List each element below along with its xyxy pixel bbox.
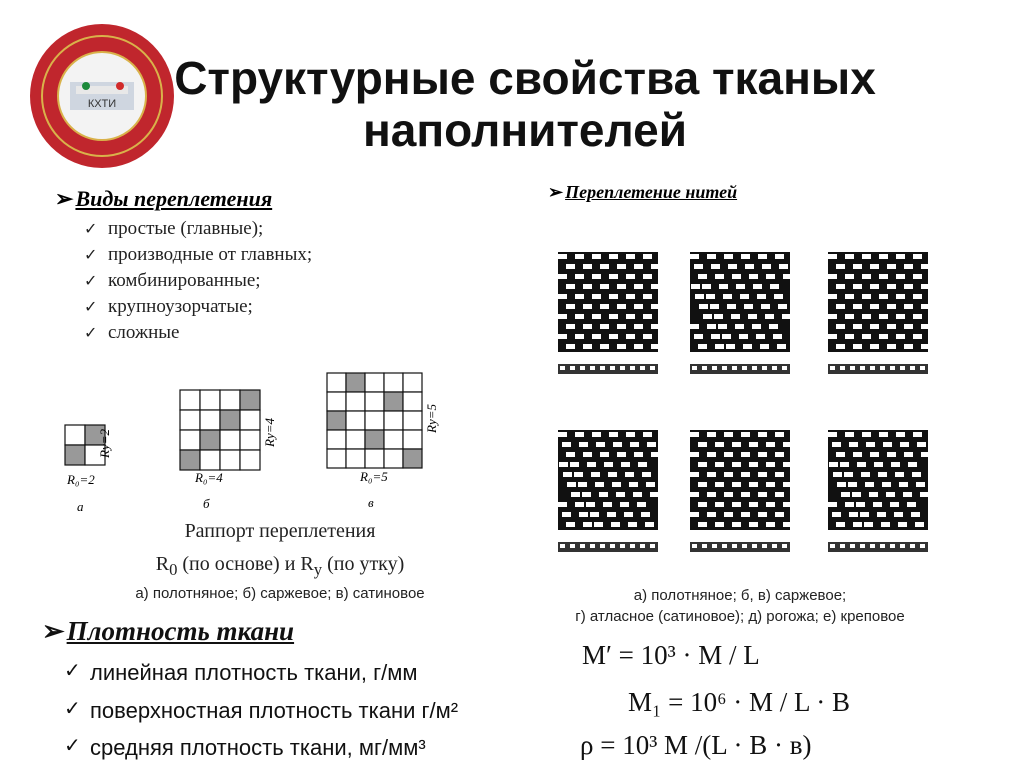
fabric-density-heading: ➢Плотность ткани: [42, 616, 295, 646]
logo-abbr: КХТИ: [87, 98, 117, 110]
formula-average: ρ = 10³ M /(L · B · в): [580, 730, 812, 760]
weave-sample-5: [690, 430, 792, 552]
list-item: ✓ производные от главных;: [108, 242, 312, 268]
check-icon: ✓: [64, 696, 81, 720]
thread-weave-heading: ➢ Переплетение нитей: [548, 182, 738, 202]
density-item-linear: ✓ линейная плотность ткани, г/мм: [64, 658, 418, 685]
weave-sample-6: [828, 430, 930, 552]
weave-sample-2: [690, 252, 792, 374]
label-ry-a: Rу=2: [97, 429, 112, 458]
weave-types-heading: ➢Виды переплетения: [55, 186, 273, 211]
list-item: ✓ комбинированные;: [108, 268, 312, 294]
list-item: ✓ простые (главные);: [108, 216, 312, 242]
page-title: Структурные свойства тканых наполнителей: [174, 52, 876, 156]
label-ro-a: R₀=2: [67, 472, 95, 487]
weave-caption-line1: а) полотняное; б, в) саржевое;: [633, 587, 847, 604]
weave-sample-4: [558, 430, 660, 552]
check-icon: ✓: [64, 658, 81, 682]
formula-surface: M₁ = 10⁶ · M / L · B: [628, 687, 851, 717]
label-ry-c: Rу=5: [424, 404, 439, 433]
weave-sample-1: [558, 252, 660, 374]
rapport-caption-types: а) полотняное; б) саржевое; в) сатиновое: [135, 585, 425, 602]
arrow-bullet-icon: ➢: [548, 182, 564, 202]
weave-samples-images: [550, 240, 950, 580]
rapport-caption-formula: $R_0$ (по основе) и $R_у$ (по утку): [155, 553, 405, 579]
weave-sample-3: [828, 252, 930, 374]
check-icon: ✓: [64, 733, 81, 757]
rapport-grids-diagram: [55, 365, 455, 525]
formula-linear: M′ = 10³ · M / L: [582, 640, 760, 670]
rapport-grid-satin: [327, 373, 422, 468]
rapport-caption-title: Раппорт переплетения: [184, 520, 376, 542]
arrow-bullet-icon: ➢: [42, 616, 65, 646]
label-ro-b: R₀=4: [195, 470, 223, 485]
weave-caption: [520, 585, 960, 627]
weave-types-list: [108, 216, 312, 346]
label-ry-b: Rу=4: [262, 418, 277, 447]
label-letter-a: а: [77, 499, 84, 514]
rapport-grid-twill: [180, 390, 260, 470]
list-item: ✓ сложные: [108, 320, 312, 346]
arrow-bullet-icon: ➢: [55, 186, 74, 211]
label-letter-b: б: [203, 496, 210, 511]
density-item-average: ✓ средняя плотность ткани, мг/мм³: [64, 733, 426, 760]
list-item: ✓ крупноузорчатые;: [108, 294, 312, 320]
weave-caption-line2: г) атласное (сатиновое); д) рогожа; е) креповое: [575, 608, 905, 625]
label-ro-c: R₀=5: [360, 469, 388, 484]
density-item-surface: ✓ поверхностная плотность ткани г/м²: [64, 696, 459, 723]
label-letter-c: в: [368, 495, 374, 510]
